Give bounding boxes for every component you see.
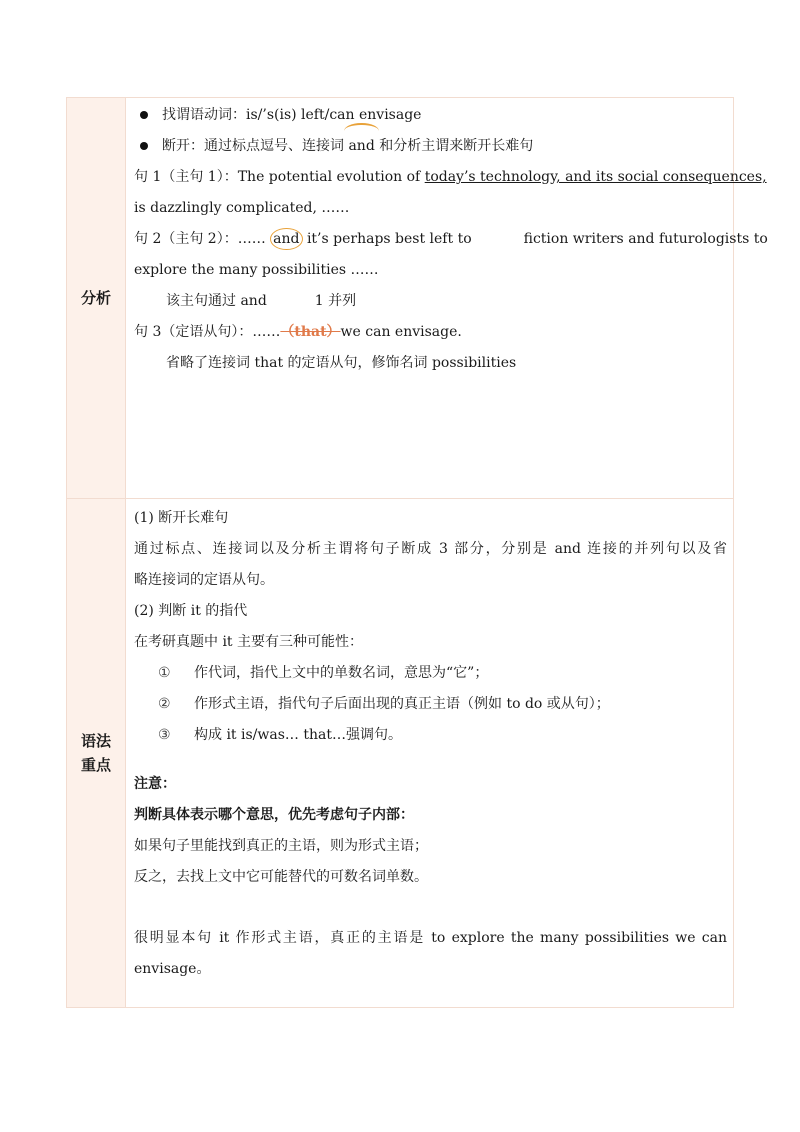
grammar-content [126, 499, 734, 1008]
bullet-icon [140, 142, 148, 150]
bullet-verbs: 找谓语动词：is/’s(is) left/can envisage [134, 100, 727, 131]
and-circle-mark: and [270, 228, 302, 250]
conclusion-cont: envisage。 [134, 961, 211, 977]
analysis-label: 分析 [67, 98, 126, 499]
list-item: ② 作形式主语，指代句子后面出现的真正主语（例如 to do 或从句）； [158, 696, 610, 712]
list-item: ③ 构成 it is/was… that…强调句。 [158, 727, 402, 743]
note-bold: 判断具体表示哪个意思，优先考虑句子内部： [134, 807, 414, 823]
analysis-row [67, 98, 734, 499]
sentence-3: 句 3（定语从句）：……（that）we can envisage. [134, 324, 462, 340]
grammar-heading-2: (2) 判断 it 的指代 [134, 603, 248, 619]
sentence-2-cont: explore the many possibilities …… [134, 262, 379, 278]
note-title: 注意： [134, 776, 176, 792]
grammar-row [67, 499, 734, 1008]
note-line-2: 反之，去找上文中它可能替代的可数名词单数。 [134, 869, 428, 885]
underlined-subject: today’s technology, and its social consequences, [424, 169, 767, 185]
and-arc-mark: and [348, 131, 374, 162]
struck-that: （that） [280, 324, 341, 340]
analysis-content [126, 98, 768, 499]
analysis-table [66, 97, 768, 1008]
grammar-label: 语法 重点 [67, 499, 126, 1008]
list-item: ① 作代词，指代上文中的单数名词，意思为“它”； [158, 665, 489, 681]
sentence-2-note: 该主句通过 and 1 并列 [166, 293, 357, 309]
grammar-paragraph-1: 通过标点、连接词以及分析主谓将句子断成 3 部分，分别是 and 连接的并列句以及省 [134, 541, 727, 557]
bullet-split: 断开：通过标点逗号、连接词 and 和分析主谓来断开长难句 [134, 131, 727, 162]
sentence-3-note: 省略了连接词 that 的定语从句，修饰名词 possibilities [166, 355, 517, 371]
grammar-paragraph-2: 在考研真题中 it 主要有三种可能性： [134, 634, 364, 650]
grammar-heading-1: (1) 断开长难句 [134, 510, 229, 526]
sentence-1-cont: is dazzlingly complicated, …… [134, 200, 350, 216]
grammar-paragraph-1-cont: 略连接词的定语从句。 [134, 572, 274, 588]
sentence-2: 句 2（主句 2）：…… and it’s perhaps best left to fiction writers and futurologists to [134, 224, 727, 255]
note-line-1: 如果句子里能找到真正的主语，则为形式主语； [134, 838, 428, 854]
conclusion: 很明显本句 it 作形式主语，真正的主语是 to explore the many possibilities we can [134, 930, 727, 946]
sentence-1: 句 1（主句 1）：The potential evolution of today’s technology, and its social consequences, [134, 169, 767, 185]
bullet-icon [140, 111, 148, 119]
